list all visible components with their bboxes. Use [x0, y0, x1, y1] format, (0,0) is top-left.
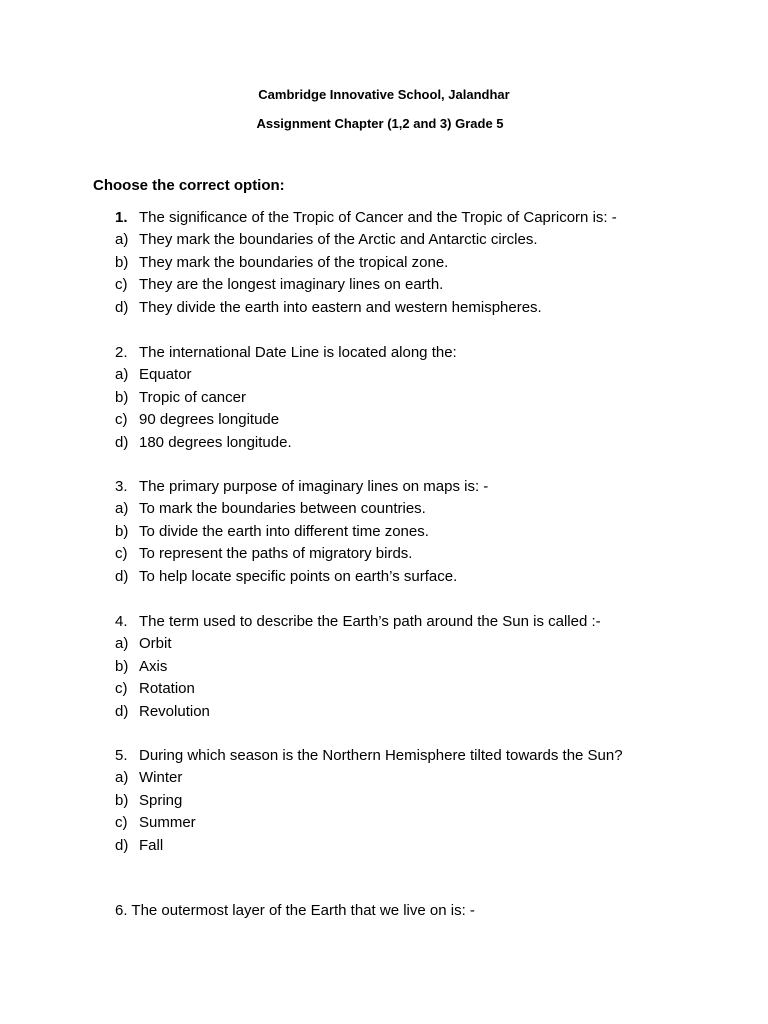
option-line [115, 520, 735, 543]
option-letter: d) [115, 702, 129, 720]
option-text: To represent the paths of migratory birds. [139, 545, 413, 563]
question-number: 3. [115, 477, 128, 495]
question-text: The term used to describe the Earth’s path around the Sun is called :- [139, 612, 601, 630]
option-text: Equator [139, 366, 192, 384]
option-letter: b) [115, 253, 129, 271]
option-line [115, 678, 735, 701]
option-line [115, 386, 735, 409]
question-number: 5. [115, 746, 128, 764]
option-line [115, 834, 735, 857]
option-text: To help locate specific points on earth’s surface. [139, 567, 458, 585]
option-text: To divide the earth into different time zones. [139, 522, 429, 540]
question-4 [115, 610, 735, 723]
assignment-title: Assignment Chapter (1,2 and 3) Grade 5 [256, 116, 504, 131]
option-letter: d) [115, 836, 129, 854]
question-line [115, 610, 735, 633]
question-line [115, 475, 735, 498]
option-text: Rotation [139, 680, 195, 698]
question-text: The international Date Line is located along the: [139, 343, 457, 361]
option-line [115, 409, 735, 432]
school-name: Cambridge Innovative School, Jalandhar [258, 87, 510, 102]
option-text: They mark the boundaries of the Arctic and Antarctic circles. [139, 231, 538, 249]
option-text: They are the longest imaginary lines on earth. [139, 276, 444, 294]
question-text: The significance of the Tropic of Cancer and the Tropic of Capricorn is: - [139, 208, 617, 226]
option-letter: b) [115, 522, 129, 540]
option-line [115, 274, 735, 297]
option-text: Winter [139, 769, 183, 787]
option-line [115, 789, 735, 812]
option-text: Revolution [139, 702, 210, 720]
option-letter: d) [115, 298, 129, 316]
option-text: 90 degrees longitude [139, 411, 280, 429]
question-text: During which season is the Northern Hemisphere tilted towards the Sun? [139, 746, 623, 764]
option-letter: c) [115, 276, 128, 294]
option-letter: c) [115, 545, 128, 563]
option-line [115, 296, 735, 319]
instruction-heading: Choose the correct option: [93, 177, 285, 194]
question-5 [115, 744, 735, 857]
option-line [115, 812, 735, 835]
option-letter: b) [115, 657, 129, 675]
option-line [115, 767, 735, 790]
question-line [115, 341, 735, 364]
option-text: They divide the earth into eastern and western hemispheres. [139, 298, 542, 316]
question-number: 1. [115, 208, 128, 226]
option-text: Summer [139, 814, 196, 832]
option-text: Axis [139, 657, 168, 675]
option-line [115, 431, 735, 454]
option-letter: a) [115, 500, 129, 518]
option-text: Spring [139, 791, 183, 809]
option-line [115, 700, 735, 723]
option-line [115, 633, 735, 656]
option-line [115, 364, 735, 387]
option-letter: b) [115, 388, 129, 406]
option-line [115, 543, 735, 566]
question-2 [115, 341, 735, 454]
option-letter: d) [115, 433, 129, 451]
question-line [115, 744, 735, 767]
option-letter: c) [115, 680, 128, 698]
option-line [115, 251, 735, 274]
option-letter: a) [115, 231, 129, 249]
option-letter: a) [115, 635, 129, 653]
option-line [115, 229, 735, 252]
option-text: Orbit [139, 635, 172, 653]
question-text: The primary purpose of imaginary lines on maps is: - [139, 477, 489, 495]
question-number: 2. [115, 343, 128, 361]
option-line [115, 498, 735, 521]
question-6: 6. The outermost layer of the Earth that we live on is: - [115, 902, 475, 919]
option-letter: d) [115, 567, 129, 585]
option-line [115, 565, 735, 588]
question-line [115, 206, 735, 229]
option-letter: a) [115, 366, 129, 384]
question-number: 4. [115, 612, 128, 630]
question-3 [115, 475, 735, 588]
option-text: 180 degrees longitude. [139, 433, 292, 451]
question-1 [115, 206, 735, 319]
option-text: Tropic of cancer [139, 388, 246, 406]
option-text: They mark the boundaries of the tropical zone. [139, 253, 449, 271]
option-letter: b) [115, 791, 129, 809]
option-letter: c) [115, 411, 128, 429]
option-text: Fall [139, 836, 164, 854]
option-line [115, 655, 735, 678]
option-text: To mark the boundaries between countries. [139, 500, 426, 518]
option-letter: c) [115, 814, 128, 832]
option-letter: a) [115, 769, 129, 787]
